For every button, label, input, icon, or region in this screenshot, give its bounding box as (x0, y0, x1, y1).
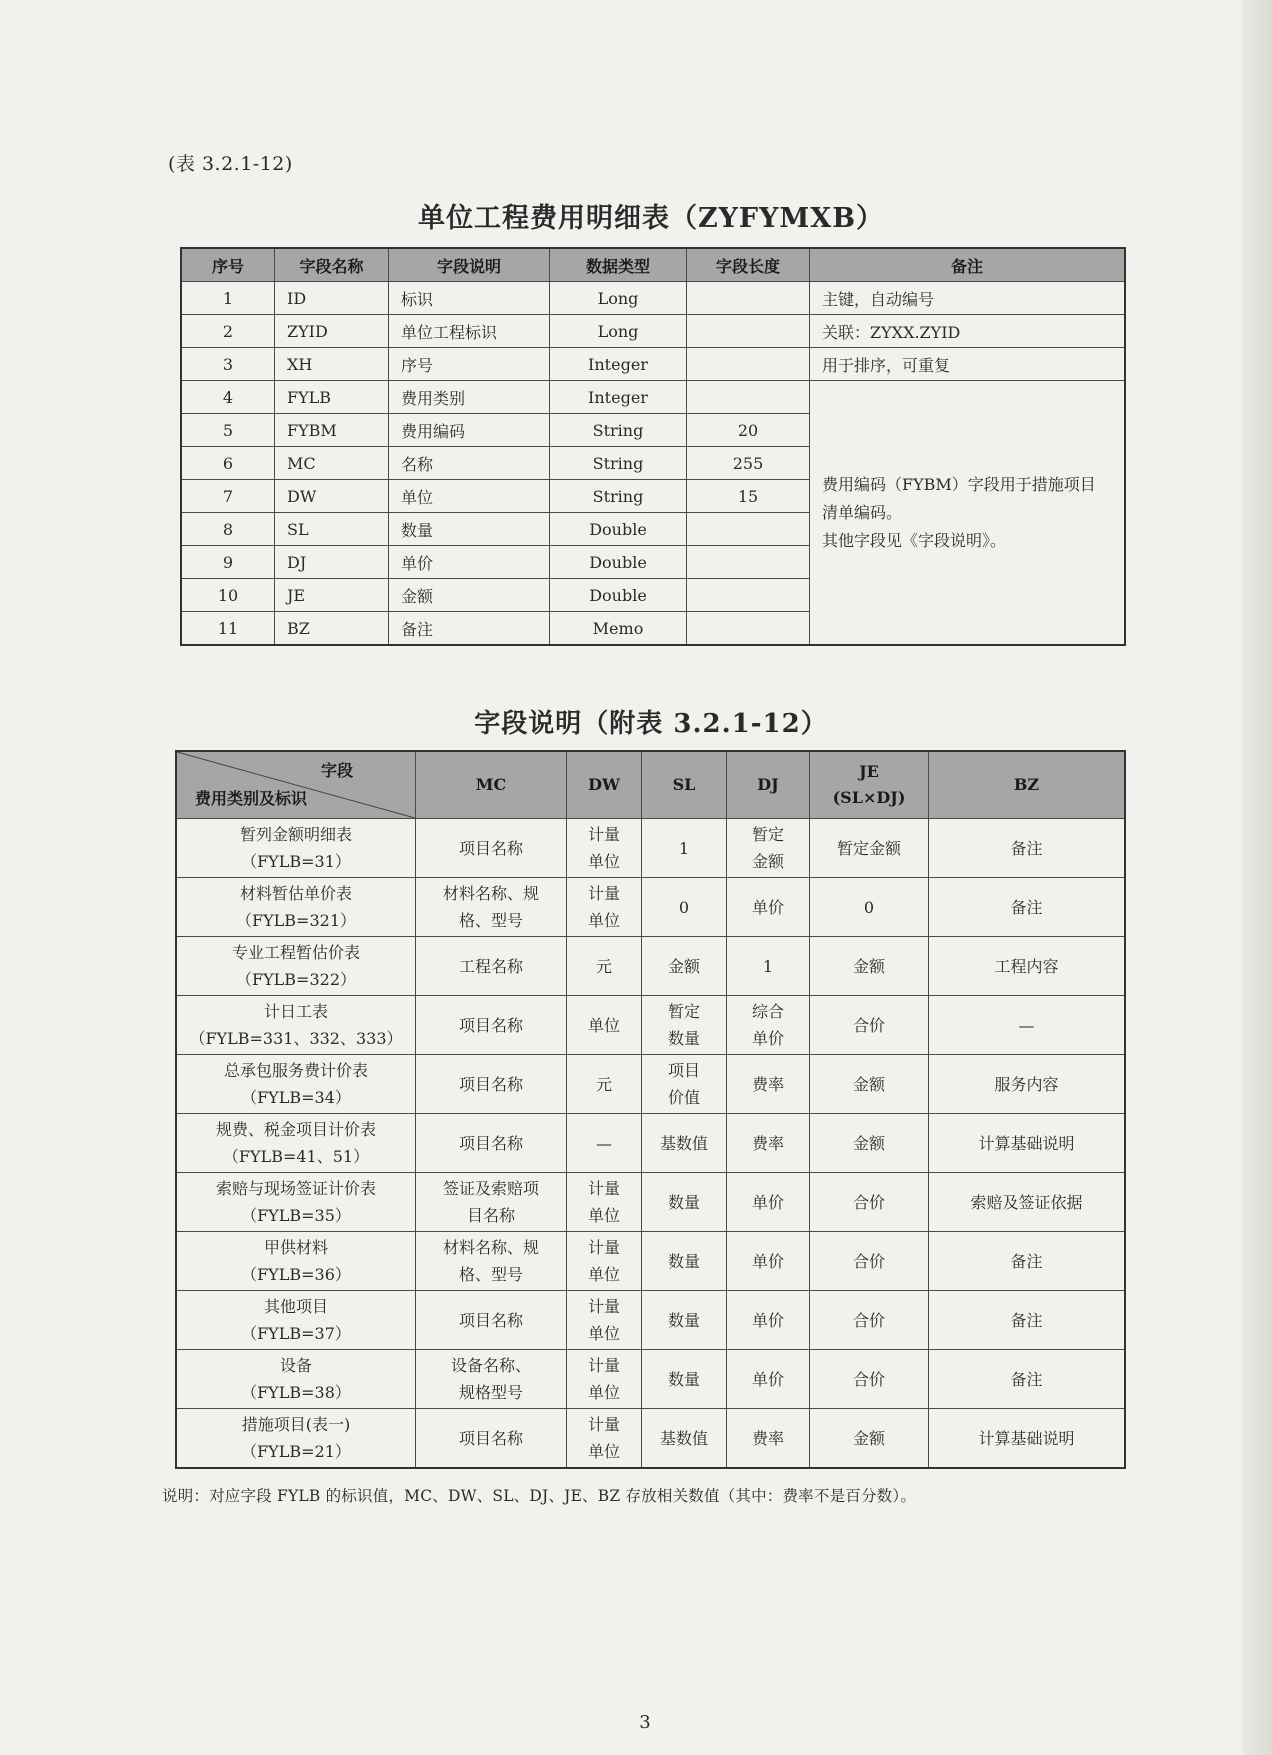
cell-dw-line2: 单位 (587, 1383, 620, 1402)
cell-field-length (687, 513, 810, 546)
cell-sl-line1: 数量 (667, 1369, 700, 1389)
cell-sl (642, 819, 727, 878)
cell-dj-line1: 单价 (751, 1251, 784, 1271)
header-dw: DW (567, 751, 642, 819)
cell-sl (642, 1055, 727, 1114)
header-sl: SL (642, 751, 727, 819)
cell-dw-line1: 计量 (587, 1297, 620, 1316)
cell-dw-line1: 计量 (587, 884, 620, 903)
remark-line: 清单编码。 (822, 502, 903, 522)
fields-table-header-row (181, 248, 1125, 282)
cell-dw-line2: 单位 (587, 911, 620, 930)
cell-dw (567, 819, 642, 878)
cell-mc (416, 937, 567, 996)
cell-field-name: SL (275, 513, 389, 546)
cell-field-length (687, 348, 810, 381)
cell-data-type: String (550, 447, 687, 480)
header-mc: MC (416, 751, 567, 819)
cell-mc (416, 1232, 567, 1291)
cell-mc-line1: 项目名称 (458, 838, 523, 858)
cell-data-type: Long (550, 282, 687, 315)
cell-mc (416, 1409, 567, 1469)
cell-field-name: FYLB (275, 381, 389, 414)
appendix-title: 字段说明（附表 3.2.1-12） (474, 709, 828, 739)
cell-dw-line2: 单位 (587, 1206, 620, 1225)
cell-je: 金额 (810, 1055, 929, 1114)
cell-sl-line1: 金额 (667, 956, 700, 976)
cell-sl-line1: 数量 (667, 1192, 700, 1212)
cell-field-length (687, 579, 810, 612)
cell-dw-line2: 单位 (587, 1324, 620, 1343)
cell-dj-line2: 金额 (751, 852, 784, 871)
cell-mc (416, 1350, 567, 1409)
cell-remark: 主键，自动编号 (810, 282, 1126, 315)
cell-bz: 备注 (929, 1350, 1126, 1409)
cell-mc (416, 1291, 567, 1350)
cell-je: 合价 (810, 1291, 929, 1350)
cell-category (176, 1173, 416, 1232)
cell-category-line2: （FYLB=331、332、333） (189, 1029, 403, 1048)
cell-dj (727, 1409, 810, 1469)
header-data-type: 数据类型 (550, 248, 687, 282)
header-remarks: 备注 (810, 248, 1126, 282)
cell-field-name: MC (275, 447, 389, 480)
cell-je: 0 (810, 878, 929, 937)
cell-field-length (687, 546, 810, 579)
cell-category-line1: 材料暂估单价表 (239, 884, 352, 903)
cell-dw-line1: 计量 (587, 1179, 620, 1198)
cell-dw (567, 937, 642, 996)
desc-table-header-row (176, 751, 1125, 819)
cell-bz: 备注 (929, 819, 1126, 878)
cell-dj (727, 1173, 810, 1232)
diagonal-header-cell (176, 751, 416, 819)
cell-bz: 工程内容 (929, 937, 1126, 996)
cell-no: 11 (181, 612, 275, 646)
cell-category-line2: （FYLB=21） (241, 1442, 351, 1461)
table-row (176, 878, 1125, 937)
cell-category-line1: 规费、税金项目计价表 (215, 1120, 376, 1139)
cell-dj (727, 878, 810, 937)
cell-category-line2: （FYLB=31） (241, 852, 351, 871)
table-row (181, 381, 1125, 414)
cell-mc-line1: 工程名称 (458, 956, 523, 976)
cell-no: 2 (181, 315, 275, 348)
field-description-table (175, 750, 1126, 1469)
cell-je: 合价 (810, 1173, 929, 1232)
cell-data-type: Double (550, 513, 687, 546)
cell-category-line1: 甲供材料 (263, 1238, 328, 1257)
table-number: (表 3.2.1-12) (168, 153, 293, 175)
cell-mc-line1: 签证及索赔项 (442, 1179, 539, 1198)
cell-dj-line1: 费率 (751, 1428, 784, 1448)
table-row (176, 937, 1125, 996)
cell-field-name: FYBM (275, 414, 389, 447)
cell-data-type: Memo (550, 612, 687, 646)
cell-je: 合价 (810, 1350, 929, 1409)
cell-remark: 用于排序，可重复 (810, 348, 1126, 381)
cell-field-desc: 金额 (389, 579, 550, 612)
table-title: 单位工程费用明细表（ZYFYMXB） (417, 203, 885, 234)
cell-dw-line1: 单位 (587, 1015, 620, 1035)
table-row (181, 348, 1125, 381)
cell-remark: 关联：ZYXX.ZYID (810, 315, 1126, 348)
cell-no: 6 (181, 447, 275, 480)
cell-mc-line2: 格、型号 (458, 1265, 523, 1284)
cell-data-type: String (550, 480, 687, 513)
cell-sl (642, 1114, 727, 1173)
cell-category (176, 996, 416, 1055)
cell-mc-line2: 格、型号 (458, 911, 523, 930)
header-je (810, 751, 929, 819)
cell-category-line2: （FYLB=321） (236, 911, 356, 930)
cell-bz: 备注 (929, 878, 1126, 937)
cell-mc-line1: 项目名称 (458, 1074, 523, 1094)
cell-mc (416, 996, 567, 1055)
cell-sl (642, 1350, 727, 1409)
header-field-length: 字段长度 (687, 248, 810, 282)
cell-field-desc: 费用编码 (389, 414, 550, 447)
cell-category-line1: 索赔与现场签证计价表 (215, 1179, 376, 1198)
cell-dw (567, 1232, 642, 1291)
cell-mc-line1: 材料名称、规 (442, 884, 539, 903)
cell-dw-line1: 元 (595, 1074, 612, 1094)
header-bz: BZ (929, 751, 1126, 819)
cell-no: 7 (181, 480, 275, 513)
cell-je: 合价 (810, 1232, 929, 1291)
cell-no: 10 (181, 579, 275, 612)
cell-field-name: DW (275, 480, 389, 513)
cell-data-type: Integer (550, 381, 687, 414)
cell-dj (727, 1350, 810, 1409)
cell-category (176, 1291, 416, 1350)
cell-category-line1: 暂列金额明细表 (239, 825, 352, 844)
cell-category-line2: （FYLB=322） (236, 970, 356, 989)
cell-dw-line1: 计量 (587, 1415, 620, 1434)
cell-sl-line2: 数量 (667, 1029, 700, 1048)
cell-no: 8 (181, 513, 275, 546)
cell-sl-line1: 暂定 (667, 1002, 700, 1021)
fields-table-body (181, 282, 1125, 646)
cell-dj-line1: 综合 (751, 1002, 784, 1021)
cell-no: 9 (181, 546, 275, 579)
table-row (176, 996, 1125, 1055)
table-row (176, 1350, 1125, 1409)
cell-category (176, 878, 416, 937)
cell-field-length: 255 (687, 447, 810, 480)
header-no: 序号 (181, 248, 275, 282)
cell-dw-line2: 单位 (587, 1442, 620, 1461)
cell-category-line1: 计日工表 (263, 1002, 328, 1021)
cell-mc (416, 819, 567, 878)
cell-bz: 计算基础说明 (929, 1409, 1126, 1469)
cell-field-name: DJ (275, 546, 389, 579)
cell-field-desc: 费用类别 (389, 381, 550, 414)
cell-field-name: ID (275, 282, 389, 315)
cell-dj (727, 1232, 810, 1291)
cell-mc-line1: 材料名称、规 (442, 1238, 539, 1257)
cell-bz: 计算基础说明 (929, 1114, 1126, 1173)
cell-field-name: XH (275, 348, 389, 381)
cell-category (176, 1055, 416, 1114)
cell-category (176, 1232, 416, 1291)
cell-category (176, 937, 416, 996)
cell-je: 合价 (810, 996, 929, 1055)
cell-field-length: 20 (687, 414, 810, 447)
cell-mc (416, 1114, 567, 1173)
cell-data-type: Double (550, 546, 687, 579)
cell-category (176, 1114, 416, 1173)
cell-sl (642, 1409, 727, 1469)
cell-dj (727, 1114, 810, 1173)
cell-field-desc: 备注 (389, 612, 550, 646)
cell-field-desc: 序号 (389, 348, 550, 381)
cell-category-line1: 其他项目 (263, 1297, 328, 1316)
table-row (176, 1114, 1125, 1173)
cell-field-desc: 单价 (389, 546, 550, 579)
cell-data-type: String (550, 414, 687, 447)
cell-no: 5 (181, 414, 275, 447)
cell-je: 金额 (810, 1409, 929, 1469)
diagonal-header-field: 字段 (320, 761, 353, 780)
header-je-line1: JE (859, 762, 879, 781)
cell-sl (642, 996, 727, 1055)
cell-dj-line1: 费率 (751, 1133, 784, 1153)
cell-dw-line1: 元 (595, 956, 612, 976)
table-row (181, 315, 1125, 348)
cell-bz: 服务内容 (929, 1055, 1126, 1114)
cell-category-line1: 设备 (279, 1356, 312, 1375)
cell-dw-line2: 单位 (587, 852, 620, 871)
cell-category-line2: （FYLB=37） (241, 1324, 351, 1343)
cell-dj-line1: 单价 (751, 1192, 784, 1212)
cell-dj-line1: 暂定 (751, 825, 784, 844)
page-number: 3 (639, 1712, 651, 1733)
cell-field-length (687, 381, 810, 414)
cell-je: 金额 (810, 937, 929, 996)
cell-no: 4 (181, 381, 275, 414)
fields-table (180, 247, 1126, 646)
cell-mc-line2: 规格型号 (458, 1383, 523, 1402)
cell-je: 暂定金额 (810, 819, 929, 878)
cell-sl-line1: 基数值 (659, 1133, 708, 1153)
cell-field-name: JE (275, 579, 389, 612)
cell-mc (416, 878, 567, 937)
cell-sl-line1: 0 (678, 897, 690, 917)
cell-data-type: Long (550, 315, 687, 348)
cell-mc-line1: 项目名称 (458, 1133, 523, 1153)
cell-je: 金额 (810, 1114, 929, 1173)
cell-no: 3 (181, 348, 275, 381)
cell-field-desc: 单位 (389, 480, 550, 513)
header-field-name: 字段名称 (275, 248, 389, 282)
header-field-desc: 字段说明 (389, 248, 550, 282)
cell-category (176, 1350, 416, 1409)
cell-bz: 索赔及签证依据 (929, 1173, 1126, 1232)
remark-line: 费用编码（FYBM）字段用于措施项目 (822, 474, 1096, 494)
cell-dw-line1: 计量 (587, 1356, 620, 1375)
cell-category-line1: 专业工程暂估价表 (231, 943, 360, 962)
cell-sl (642, 878, 727, 937)
table-row (176, 1291, 1125, 1350)
cell-dj-line1: 单价 (751, 897, 784, 917)
table-row (176, 1055, 1125, 1114)
cell-field-desc: 名称 (389, 447, 550, 480)
cell-sl-line1: 基数值 (659, 1428, 708, 1448)
cell-dj-line1: 单价 (751, 1310, 784, 1330)
cell-field-name: BZ (275, 612, 389, 646)
cell-field-desc: 数量 (389, 513, 550, 546)
cell-field-name: ZYID (275, 315, 389, 348)
cell-dw (567, 1055, 642, 1114)
cell-dj (727, 937, 810, 996)
cell-remark-merged (810, 381, 1126, 646)
cell-dw-line2: 单位 (587, 1265, 620, 1284)
cell-field-length (687, 612, 810, 646)
cell-sl (642, 1291, 727, 1350)
cell-dw-line1: 计量 (587, 1238, 620, 1257)
table-row (176, 1173, 1125, 1232)
table-row (176, 819, 1125, 878)
cell-mc (416, 1173, 567, 1232)
cell-dw-line1: 计量 (587, 825, 620, 844)
cell-sl-line1: 1 (678, 838, 690, 858)
cell-bz: 备注 (929, 1232, 1126, 1291)
diagonal-header-category: 费用类别及标识 (195, 789, 308, 808)
cell-category-line2: （FYLB=41、51） (222, 1147, 370, 1166)
cell-data-type: Double (550, 579, 687, 612)
cell-dw (567, 1291, 642, 1350)
cell-sl-line2: 价值 (667, 1088, 700, 1107)
cell-dj (727, 819, 810, 878)
cell-mc-line2: 目名称 (466, 1206, 515, 1225)
cell-bz: — (929, 996, 1126, 1055)
cell-dj (727, 1291, 810, 1350)
cell-dj-line2: 单价 (751, 1029, 784, 1048)
cell-category-line1: 总承包服务费计价表 (223, 1061, 368, 1080)
page-edge-shadow (1242, 0, 1272, 1755)
cell-category (176, 819, 416, 878)
cell-bz: 备注 (929, 1291, 1126, 1350)
cell-mc-line1: 项目名称 (458, 1310, 523, 1330)
cell-dw (567, 1173, 642, 1232)
cell-category-line1: 措施项目(表一) (241, 1415, 351, 1434)
cell-no: 1 (181, 282, 275, 315)
cell-field-length (687, 315, 810, 348)
cell-category (176, 1409, 416, 1469)
cell-category-line2: （FYLB=36） (241, 1265, 351, 1284)
cell-sl-line1: 数量 (667, 1251, 700, 1271)
cell-dw-line1: — (596, 1133, 612, 1153)
cell-mc (416, 1055, 567, 1114)
remark-line: 其他字段见《字段说明》。 (822, 530, 1007, 550)
header-je-line2: (SL×DJ) (832, 788, 906, 807)
cell-data-type: Integer (550, 348, 687, 381)
cell-field-length: 15 (687, 480, 810, 513)
cell-dj-line1: 单价 (751, 1369, 784, 1389)
cell-mc-line1: 设备名称、 (450, 1356, 531, 1375)
table-row (181, 282, 1125, 315)
cell-sl (642, 1232, 727, 1291)
cell-dw (567, 1350, 642, 1409)
cell-dw (567, 996, 642, 1055)
cell-sl-line1: 数量 (667, 1310, 700, 1330)
desc-table-body (176, 819, 1125, 1469)
table-row (176, 1409, 1125, 1469)
cell-mc-line1: 项目名称 (458, 1015, 523, 1035)
table-row (176, 1232, 1125, 1291)
cell-field-length (687, 282, 810, 315)
cell-dj-line1: 费率 (751, 1074, 784, 1094)
cell-dw (567, 1409, 642, 1469)
cell-dw (567, 1114, 642, 1173)
cell-category-line2: （FYLB=34） (241, 1088, 351, 1107)
header-dj: DJ (727, 751, 810, 819)
footnote: 说明：对应字段 FYLB 的标识值，MC、DW、SL、DJ、JE、BZ 存放相关数值（其中：费率不是百分数）。 (162, 1487, 917, 1505)
cell-sl-line1: 项目 (667, 1061, 700, 1080)
cell-dj (727, 996, 810, 1055)
cell-sl (642, 1173, 727, 1232)
cell-category-line2: （FYLB=35） (241, 1206, 351, 1225)
cell-field-desc: 标识 (389, 282, 550, 315)
cell-dj (727, 1055, 810, 1114)
cell-dw (567, 878, 642, 937)
cell-category-line2: （FYLB=38） (241, 1383, 351, 1402)
cell-dj-line1: 1 (762, 956, 774, 976)
cell-mc-line1: 项目名称 (458, 1428, 523, 1448)
cell-sl (642, 937, 727, 996)
cell-field-desc: 单位工程标识 (389, 315, 550, 348)
